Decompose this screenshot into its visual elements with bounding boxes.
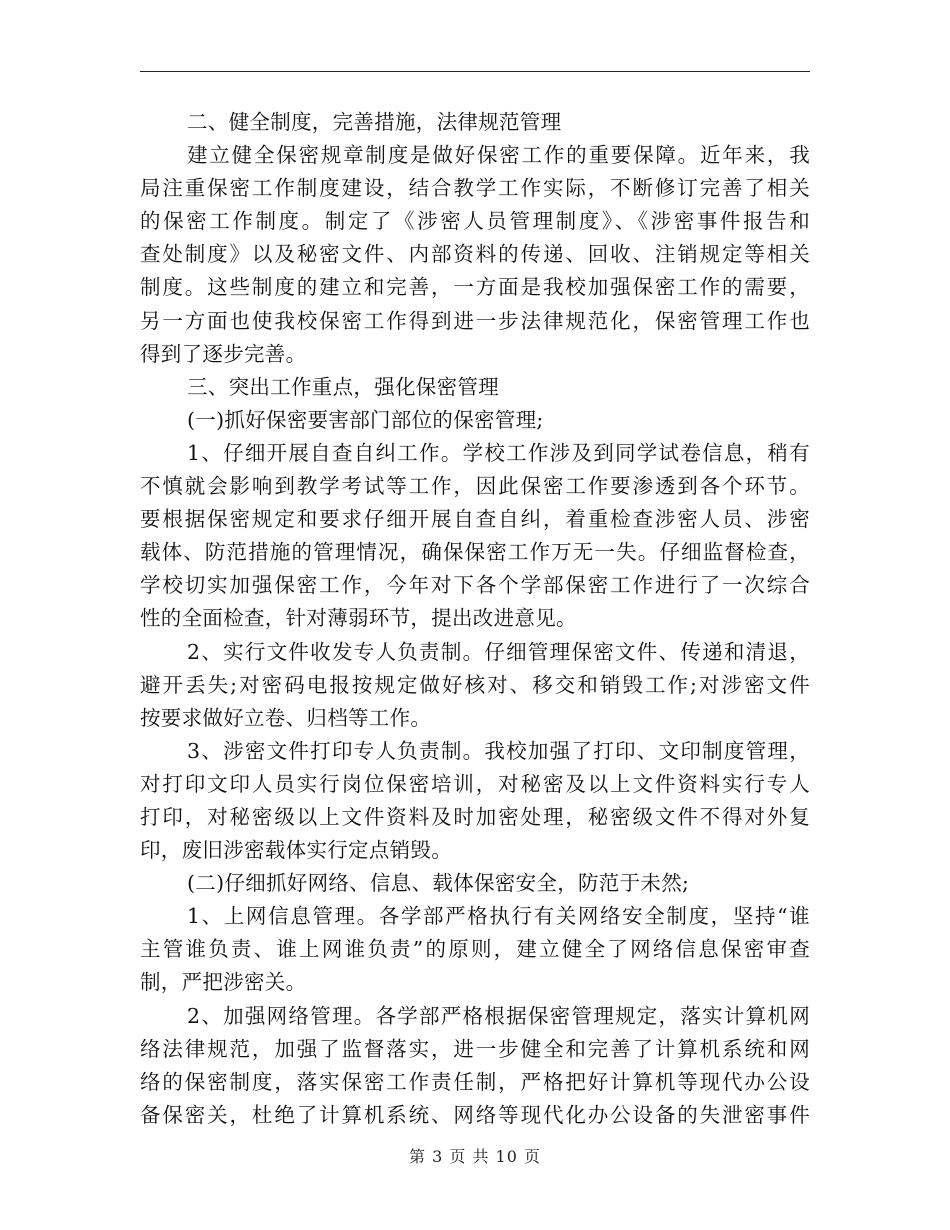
- text-line: 避开丢失;对密码电报按规定做好核对、移交和销毁工作;对涉密文件: [140, 672, 810, 697]
- text-line: 络的保密制度，落实保密工作责任制，严格把好计算机等现代办公设: [140, 1069, 810, 1094]
- text-line: 学校切实加强保密工作，今年对下各个学部保密工作进行了一次综合: [140, 573, 810, 598]
- text-line: 对打印文印人员实行岗位保密培训，对秘密及以上文件资料实行专人: [140, 771, 810, 796]
- text-line: 查处制度》以及秘密文件、内部资料的传递、回收、注销规定等相关: [140, 242, 810, 267]
- text-line: 制度。这些制度的建立和完善，一方面是我校加强保密工作的需要，: [140, 275, 810, 300]
- text-line: 局注重保密工作制度建设，结合教学工作实际，不断修订完善了相关: [140, 176, 810, 201]
- text-line: 不慎就会影响到教学考试等工作，因此保密工作要渗透到各个环节。: [140, 474, 810, 499]
- text-line: 主管谁负责、谁上网谁负责”的原则，建立健全了网络信息保密审查: [140, 937, 810, 962]
- text-line: 建立健全保密规章制度是做好保密工作的重要保障。近年来，我: [187, 143, 810, 168]
- text-line: 印，废旧涉密载体实行定点销毁。: [140, 838, 452, 863]
- text-line: 要根据保密规定和要求仔细开展自查自纠，着重检查涉密人员、涉密: [140, 507, 810, 532]
- text-line: 的保密工作制度。制定了《涉密人员管理制度》、《涉密事件报告和: [140, 209, 810, 234]
- page-number: 第 3 页 共 10 页: [409, 1147, 541, 1166]
- text-line: 性的全面检查，针对薄弱环节，提出改进意见。: [140, 606, 577, 631]
- text-line: 得到了逐步完善。: [140, 341, 307, 366]
- text-line: (二)仔细抓好网络、信息、载体保密安全，防范于未然;: [187, 871, 690, 896]
- text-line: 络法律规范，加强了监督落实，进一步健全和完善了计算机系统和网: [140, 1036, 810, 1061]
- text-line: 三、突出工作重点，强化保密管理: [187, 374, 499, 399]
- text-line: 制，严把涉密关。: [140, 970, 307, 995]
- document-body: [140, 106, 810, 1132]
- text-line: 备保密关，杜绝了计算机系统、网络等现代化办公设备的失泄密事件: [140, 1102, 810, 1127]
- text-line: 打印，对秘密级以上文件资料及时加密处理，秘密级文件不得对外复: [140, 804, 810, 829]
- header-rule: [140, 71, 810, 72]
- text-line: 按要求做好立卷、归档等工作。: [140, 705, 432, 730]
- text-line: 2、实行文件收发专人负责制。仔细管理保密文件、传递和清退，: [187, 639, 810, 664]
- text-line: 1、仔细开展自查自纠工作。学校工作涉及到同学试卷信息，稍有: [187, 440, 810, 465]
- text-line: 载体、防范措施的管理情况，确保保密工作万无一失。仔细监督检查，: [140, 540, 810, 565]
- text-line: 1、上网信息管理。各学部严格执行有关网络安全制度，坚持“谁: [187, 904, 810, 929]
- text-line: (一)抓好保密要害部门部位的保密管理;: [187, 407, 544, 432]
- text-line: 2、加强网络管理。各学部严格根据保密管理规定，落实计算机网: [187, 1003, 810, 1028]
- text-line: 另一方面也使我校保密工作得到进一步法律规范化，保密管理工作也: [140, 308, 810, 333]
- text-line: 二、健全制度，完善措施，法律规范管理: [187, 110, 562, 134]
- text-line: 3、涉密文件打印专人负责制。我校加强了打印、文印制度管理，: [187, 738, 810, 763]
